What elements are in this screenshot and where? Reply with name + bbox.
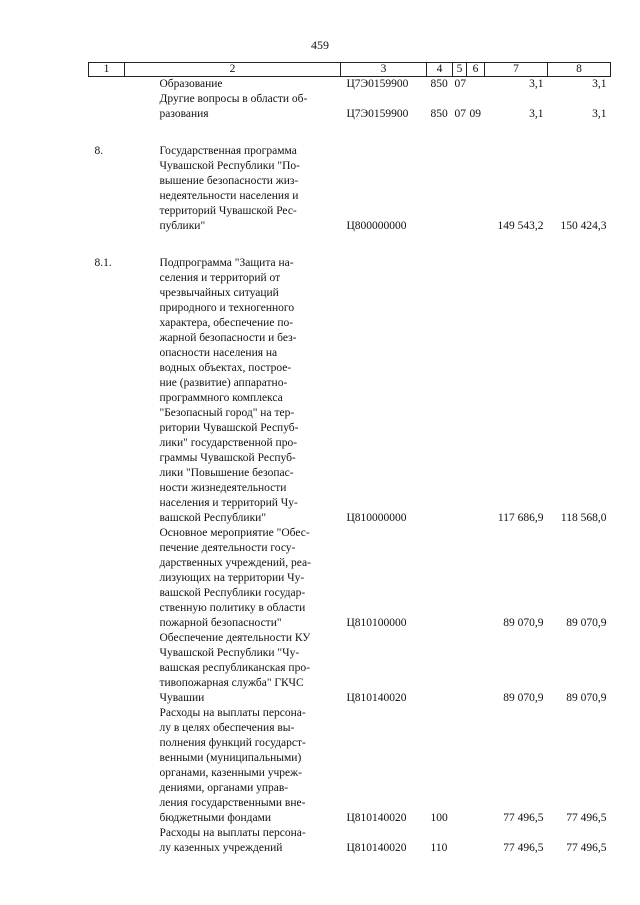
table-row xyxy=(89,144,611,234)
row-name-line: Расходы на выплаты персона- xyxy=(159,707,306,719)
target-code: Ц810140020 xyxy=(346,692,407,704)
table-row xyxy=(89,256,611,526)
row-name-line: вашская республиканская про- xyxy=(159,662,310,674)
row-name-line: "Безопасный город" на тер- xyxy=(159,407,295,419)
row-name-line: ственную политику в области xyxy=(159,602,306,614)
row-name-line: лики "Повышение безопас- xyxy=(159,467,294,479)
section-code xyxy=(427,631,453,706)
target-code: Ц810000000 xyxy=(346,512,407,524)
row-name-line: Чувашии xyxy=(159,692,205,704)
row-number: 8. xyxy=(94,145,104,157)
col-header-3: 3 xyxy=(341,63,427,77)
table-row xyxy=(89,77,611,93)
row-number xyxy=(89,526,125,631)
target-code: Ц810140020 xyxy=(346,812,407,824)
section-code: 850 xyxy=(430,108,448,120)
amount-col-7: 89 070,9 xyxy=(503,617,544,629)
subsection-code xyxy=(453,706,467,826)
table-row xyxy=(89,526,611,631)
row-name-line: публики" xyxy=(159,220,206,232)
row-name-line: лизующих на территории Чу- xyxy=(159,572,305,584)
subsection-code xyxy=(453,144,467,234)
row-name-line: вашской Республики государ- xyxy=(159,587,306,599)
row-name xyxy=(125,77,341,93)
amount-col-8: 89 070,9 xyxy=(566,692,607,704)
row-name-line: дарственных учреждений, реа- xyxy=(159,557,311,569)
target-code: Ц810140020 xyxy=(346,842,407,854)
row-name-line: Расходы на выплаты персона- xyxy=(159,827,306,839)
expense-type-code xyxy=(467,144,485,234)
row-name xyxy=(125,826,341,856)
subsection-code xyxy=(453,826,467,856)
row-name-line: Чувашской Республики "По- xyxy=(159,160,300,172)
col-header-8: 8 xyxy=(548,63,611,77)
row-name xyxy=(125,92,341,122)
row-name-line: вашской Республики" xyxy=(159,512,267,524)
expense-type-code: 09 xyxy=(469,108,481,120)
row-number xyxy=(89,706,125,826)
expense-type-code xyxy=(467,631,485,706)
row-name-line: опасности населения на xyxy=(159,347,278,359)
row-name-line: территорий Чувашской Рес- xyxy=(159,205,297,217)
expense-type-code xyxy=(467,706,485,826)
row-name xyxy=(125,526,341,631)
row-name xyxy=(125,631,341,706)
page-number: 459 xyxy=(311,38,329,52)
col-header-1: 1 xyxy=(89,63,125,77)
amount-col-7: 3,1 xyxy=(529,78,544,90)
row-spacer xyxy=(89,122,611,144)
row-name-line: природного и техногенного xyxy=(159,302,295,314)
section-code xyxy=(427,256,453,526)
expense-type-code xyxy=(467,77,485,93)
col-header-5: 5 xyxy=(453,63,467,77)
section-code xyxy=(427,526,453,631)
column-number-header xyxy=(89,63,611,77)
row-name-line: водных объектах, построе- xyxy=(159,362,292,374)
table-row xyxy=(89,826,611,856)
amount-col-7: 89 070,9 xyxy=(503,692,544,704)
target-code: Ц810100000 xyxy=(346,617,407,629)
row-name-line: тивопожарная служба" ГКЧС xyxy=(159,677,304,689)
row-name-line: полнения функций государст- xyxy=(159,737,306,749)
row-name-line: населения и территорий Чу- xyxy=(159,497,298,509)
col-header-7: 7 xyxy=(485,63,548,77)
row-name xyxy=(125,706,341,826)
expense-type-code xyxy=(467,826,485,856)
row-name-line: пожарной безопасности" xyxy=(159,617,282,629)
expense-type-code xyxy=(467,256,485,526)
col-header-4: 4 xyxy=(427,63,453,77)
amount-col-8: 118 568,0 xyxy=(560,512,607,524)
row-name-line: вышение безопасности жиз- xyxy=(159,175,299,187)
col-header-6: 6 xyxy=(467,63,485,77)
row-name-line: бюджетными фондами xyxy=(159,812,272,824)
row-name-line: Образование xyxy=(159,78,223,90)
section-code: 100 xyxy=(430,812,448,824)
row-name-line: Основное мероприятие "Обес- xyxy=(159,527,310,539)
table-body xyxy=(89,77,611,857)
amount-col-7: 77 496,5 xyxy=(503,812,544,824)
target-code: Ц800000000 xyxy=(346,220,407,232)
row-name-line: ние (развитие) аппаратно- xyxy=(159,377,288,389)
row-name-line: разования xyxy=(159,108,209,120)
section-code xyxy=(427,144,453,234)
row-name-line: лу казенных учреждений xyxy=(159,842,283,854)
row-name-line: лу в целях обеспечения вы- xyxy=(159,722,295,734)
subsection-code: 07 xyxy=(454,78,466,90)
target-code: Ц7Э0159900 xyxy=(346,78,409,90)
col-header-2: 2 xyxy=(125,63,341,77)
target-code: Ц7Э0159900 xyxy=(346,108,409,120)
row-name-line: недеятельности населения и xyxy=(159,190,299,202)
row-name-line: органами, казенными учреж- xyxy=(159,767,302,779)
row-number xyxy=(89,92,125,122)
section-code: 110 xyxy=(430,842,448,854)
row-name-line: ности жизнедеятельности xyxy=(159,482,287,494)
row-name xyxy=(125,256,341,526)
row-name-line: Чувашской Республики "Чу- xyxy=(159,647,300,659)
row-name-line: граммы Чувашской Респуб- xyxy=(159,452,296,464)
amount-col-8: 77 496,5 xyxy=(566,842,607,854)
table-row xyxy=(89,92,611,122)
amount-col-7: 149 543,2 xyxy=(497,220,544,232)
row-name-line: чрезвычайных ситуаций xyxy=(159,287,279,299)
row-name-line: Государственная программа xyxy=(159,145,297,157)
row-name-line: жарной безопасности и без- xyxy=(159,332,297,344)
row-name-line: Подпрограмма "Защита на- xyxy=(159,257,294,269)
amount-col-7: 77 496,5 xyxy=(503,842,544,854)
subsection-code xyxy=(453,256,467,526)
row-name-line: программного комплекса xyxy=(159,392,283,404)
row-spacer xyxy=(89,234,611,256)
row-name xyxy=(125,144,341,234)
amount-col-8: 89 070,9 xyxy=(566,617,607,629)
amount-col-7: 3,1 xyxy=(529,108,544,120)
amount-col-8: 150 424,3 xyxy=(560,220,607,232)
budget-table xyxy=(88,62,611,856)
row-name-line: селения и территорий от xyxy=(159,272,281,284)
row-name-line: характера, обеспечение по- xyxy=(159,317,294,329)
subsection-code xyxy=(453,631,467,706)
table-row xyxy=(89,631,611,706)
row-name-line: Обеспечение деятельности КУ xyxy=(159,632,311,644)
row-name-line: печение деятельности госу- xyxy=(159,542,296,554)
row-number xyxy=(89,77,125,93)
row-name-line: дениями, органами управ- xyxy=(159,782,289,794)
amount-col-7: 117 686,9 xyxy=(497,512,544,524)
row-name-line: ритории Чувашской Респуб- xyxy=(159,422,299,434)
row-name-line: Другие вопросы в области об- xyxy=(159,93,308,105)
subsection-code xyxy=(453,526,467,631)
row-name-line: лики" государственной про- xyxy=(159,437,298,449)
row-number: 8.1. xyxy=(94,257,112,269)
amount-col-8: 3,1 xyxy=(592,108,607,120)
row-number xyxy=(89,631,125,706)
table-row xyxy=(89,706,611,826)
section-code: 850 xyxy=(430,78,448,90)
row-number xyxy=(89,826,125,856)
row-name-line: ления государственными вне- xyxy=(159,797,306,809)
amount-col-8: 77 496,5 xyxy=(566,812,607,824)
amount-col-8: 3,1 xyxy=(592,78,607,90)
subsection-code: 07 xyxy=(454,108,466,120)
expense-type-code xyxy=(467,526,485,631)
row-name-line: венными (муниципальными) xyxy=(159,752,302,764)
